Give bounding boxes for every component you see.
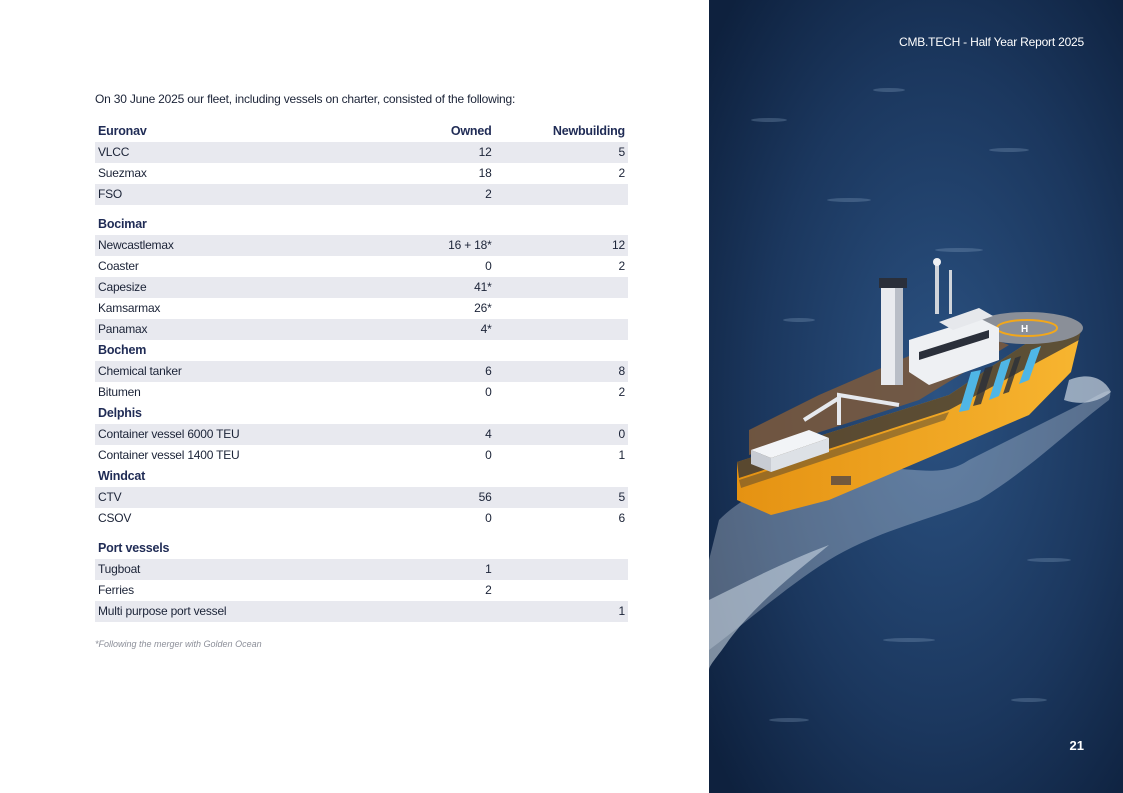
- owned-value: 12: [394, 142, 495, 163]
- vessel-type: Tugboat: [95, 559, 394, 580]
- section-name: Port vessels: [98, 541, 170, 555]
- table-row: [95, 487, 628, 508]
- section-header-row: [95, 214, 628, 235]
- vessel-type: Container vessel 1400 TEU: [98, 448, 240, 462]
- ship-illustration: [709, 0, 1123, 793]
- owned-value: 16 + 18*: [394, 235, 495, 256]
- newbuilding-value: [495, 298, 628, 319]
- section-spacer: [95, 529, 628, 538]
- owned-value: 0: [485, 385, 492, 399]
- section-header-row: [95, 121, 628, 142]
- newbuilding-value: [495, 184, 628, 205]
- section-name: Euronav: [98, 124, 147, 138]
- owned-value: 26*: [474, 301, 492, 315]
- newbuilding-value: [495, 277, 628, 298]
- table-row: [95, 163, 628, 184]
- section-spacer: [95, 205, 628, 214]
- owned-value: 0: [485, 448, 492, 462]
- section-name: Bochem: [98, 343, 147, 357]
- newbuilding-value: 5: [495, 142, 628, 163]
- newbuilding-value: 2: [618, 259, 625, 273]
- vessel-type: FSO: [95, 184, 394, 205]
- section-header-row: [95, 340, 628, 361]
- owned-value: 0: [485, 259, 492, 273]
- table-row: [95, 319, 628, 340]
- owned-value: 2: [394, 184, 495, 205]
- newbuilding-value: 2: [618, 166, 625, 180]
- owned-value: 1: [394, 559, 495, 580]
- owned-value: 0: [485, 511, 492, 525]
- table-row: [95, 235, 628, 256]
- owned-value: 18: [478, 166, 492, 180]
- vessel-type: Ferries: [98, 583, 134, 597]
- vessel-type: Newcastlemax: [95, 235, 394, 256]
- table-row: [95, 277, 628, 298]
- intro-text: On 30 June 2025 our fleet, including vessels on charter, consisted of the following:: [95, 92, 516, 106]
- fleet-table: [95, 121, 628, 623]
- newbuilding-value: 1: [618, 448, 625, 462]
- newbuilding-value: 8: [495, 361, 628, 382]
- vessel-type: CSOV: [98, 511, 132, 525]
- table-row: [95, 601, 628, 623]
- newbuilding-value: 6: [618, 511, 625, 525]
- col-owned-header: Owned: [450, 124, 492, 138]
- table-row: [95, 184, 628, 205]
- owned-value: 2: [485, 583, 492, 597]
- owned-value: 6: [394, 361, 495, 382]
- section-name: Windcat: [98, 469, 146, 483]
- page-number: 21: [1069, 738, 1084, 753]
- table-row: [95, 445, 628, 466]
- vessel-type: Bitumen: [98, 385, 141, 399]
- ship-photo-panel: [709, 0, 1123, 793]
- newbuilding-value: 0: [495, 424, 628, 445]
- table-row: [95, 142, 628, 163]
- vessel-type: Coaster: [98, 259, 139, 273]
- owned-value: 56: [394, 487, 495, 508]
- newbuilding-value: 1: [495, 601, 628, 623]
- owned-value: 4: [394, 424, 495, 445]
- table-row: [95, 508, 628, 529]
- col-newbuilding-header: Newbuilding: [552, 124, 625, 138]
- owned-value: 41*: [394, 277, 495, 298]
- newbuilding-value: 5: [495, 487, 628, 508]
- table-row: [95, 361, 628, 382]
- table-row: [95, 424, 628, 445]
- report-header: CMB.TECH - Half Year Report 2025: [898, 35, 1084, 49]
- vessel-type: Multi purpose port vessel: [95, 601, 394, 623]
- newbuilding-value: [495, 559, 628, 580]
- newbuilding-value: 2: [618, 385, 625, 399]
- table-row: [95, 580, 628, 601]
- newbuilding-value: [495, 580, 628, 601]
- section-name: Bocimar: [98, 217, 147, 231]
- ship-logo-badge: [831, 476, 851, 485]
- vessel-type: Chemical tanker: [95, 361, 394, 382]
- section-header-row: [95, 538, 628, 559]
- vessel-type: Suezmax: [98, 166, 147, 180]
- section-header-row: [95, 403, 628, 424]
- ship-logo: [831, 476, 851, 485]
- table-row: [95, 298, 628, 319]
- table-row: [95, 382, 628, 403]
- vessel-type: Panamax: [95, 319, 394, 340]
- svg-text:H: H: [1021, 324, 1029, 335]
- footnote: *Following the merger with Golden Ocean: [95, 639, 262, 649]
- vessel-type: Capesize: [95, 277, 394, 298]
- newbuilding-value: [495, 319, 628, 340]
- vessel-type: CTV: [95, 487, 394, 508]
- section-name: Delphis: [98, 406, 142, 420]
- vessel-type: Container vessel 6000 TEU: [95, 424, 394, 445]
- owned-value: [394, 601, 495, 623]
- owned-value: 4*: [394, 319, 495, 340]
- vessel-type: Kamsarmax: [98, 301, 161, 315]
- vessel-type: VLCC: [95, 142, 394, 163]
- newbuilding-value: 12: [495, 235, 628, 256]
- table-row: [95, 256, 628, 277]
- table-row: [95, 559, 628, 580]
- section-header-row: [95, 466, 628, 487]
